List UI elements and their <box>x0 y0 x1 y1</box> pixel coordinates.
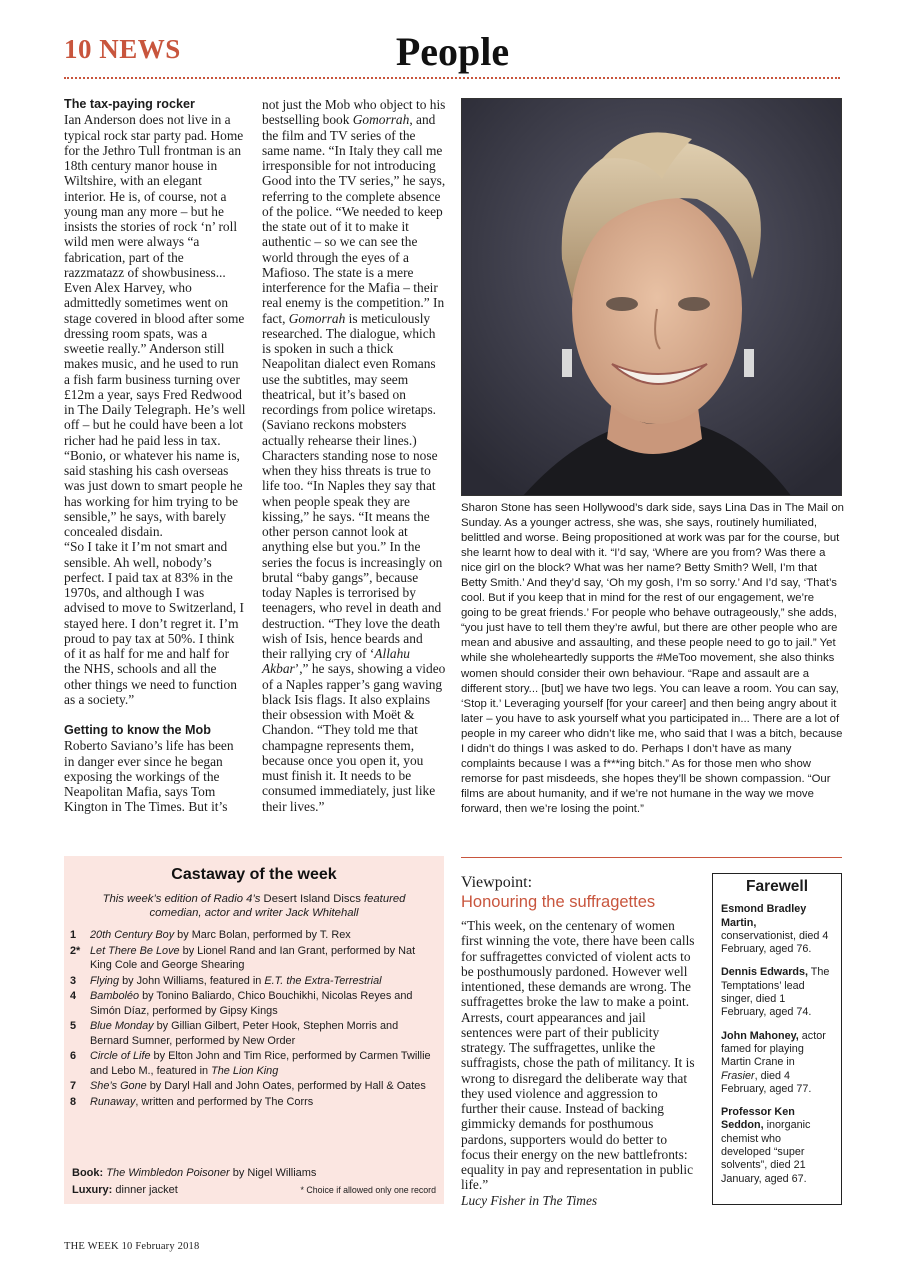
list-item: 1 20th Century Boy by Marc Bolan, performed by T. Rex <box>70 929 351 941</box>
castaway-luxury: Luxury: dinner jacket <box>72 1184 178 1196</box>
farewell-entry: Dennis Edwards, The Temptations’ lead singer, died 1 February, aged 74. <box>721 966 830 1019</box>
sharon-stone-photo <box>461 98 842 496</box>
list-item: 2* Let There Be Love by Lionel Rand and Ian Grant, performed by Nat King Cole and George Shearing <box>70 944 416 971</box>
list-item: 4 Bamboléo by Tonino Baliardo, Chico Bouchikhi, Nicolas Reyes and Simón Díaz, performed by Gipsy Kings <box>70 990 413 1017</box>
article-heading-mob: Getting to know the Mob <box>64 723 211 737</box>
castaway-title: Castaway of the week <box>171 866 337 883</box>
photo-caption: Sharon Stone has seen Hollywood’s dark side, says Lina Das in The Mail on Sunday. As a younger actress, she was, she says, routinely humiliated, belittled and worse. Being propositioned at work was par for the course, but she learnt how to deal with it. “I’d say, ‘Where are you from? Was there a nice girl on the block? What was her name? Betty Smith? Well, I’m that Betty Smith.’ And they’d say, ‘Oh my gosh, I’m so sorry.’ And I’d say, ‘That’s cool. But if you keep that in mind for the rest of our engagement, we’re going to be great friends.’ For people who behave outrageously,” she adds, “you just have to tell them they’re awful, but there are other people who are mean and abusive and assaulting, and these people need to go to jail.” Yet while she wholeheartedly supports the #MeToo movement, she also thinks women should consider their own behaviour. “Rape and assault are a different story... [but] we have two legs. You can leave a room. You can say, ‘Stop it.’ Leveraging yourself [for your career] and then being angry about it later – you have to ask yourself what you participated in... There are a lot of people in my career who didn’t like me, who said that I was a bitch, because I didn’t do things I was asked to do. Perhaps I don’t have as many complaints because I was a f***ing bitch.” As for those men who show remorse for past misdeeds, she hopes they’ll be shown compassion. “Our films are about humanity, and if we’re not humane in the way we move forward, then we’re losing the point.” <box>461 502 844 815</box>
column-left <box>64 97 246 815</box>
list-item: 7 She’s Gone by Daryl Hall and John Oates, performed by Hall & Oates <box>70 1080 426 1092</box>
section-label: 10 NEWS <box>64 34 181 64</box>
list-item: 5 Blue Monday by Gillian Gilbert, Peter Hook, Stephen Morris and Bernard Sumner, performed by New Order <box>70 1020 399 1047</box>
page-title: People <box>395 29 510 74</box>
castaway-box <box>64 856 444 1204</box>
article-rocker-p1: Ian Anderson does not live in a typical rock star party pad. Home for the Jethro Tull frontman is an 18th century manor house in Wiltshire, with an elegant interior. He is, of course, not a young man any more – but he insists the stories of rock ‘n’ roll wild men were always “a fabrication, part of the razzmatazz of showbusiness... Even Alex Harvey, who admittedly sometimes went on stage covered in blood after some dressing room spats, was a sweetie really.” Anderson still makes music, and he used to run a fish farm business turning over £12m a year, says Fred Redwood in The Daily Telegraph. He’s well off – but he could have been a lot richer had he paid less in tax. “Bonio, or whatever his name is, said stashing his cash overseas was just down to smart people he has working for him trying to be sensible,” he says, with barely concealed disdain. <box>64 112 246 539</box>
column-middle <box>262 97 446 814</box>
farewell-entry: Esmond Bradley Martin, conservationist, died 4 February, aged 76. <box>721 903 829 956</box>
viewpoint-body: “This week, on the centenary of women first winning the vote, there have been calls for suffragettes convicted of violent acts to be posthumously pardoned. However well intentioned, these demands are wrong. The suffragettes broke the law to make a point. Arrests, court appearances and jail sentences were part of their publicity strategy. The suffragettes, unlike the suffragists, chose the path of militancy. It is wrong to disregard the deliberate way that they used violence and aggression to further their cause. Instead of backing gimmicky demands for posthumous pardons, supporters would do better to focus their energy on the new battlefronts: equality in pay and representation in public life.” Lucy Fisher in The Times <box>461 918 695 1208</box>
viewpoint-title: Honouring the suffragettes <box>461 893 656 911</box>
header-rule <box>64 77 840 79</box>
list-item: 3 Flying by John Williams, featured in E.T. the Extra-Terrestrial <box>70 974 382 987</box>
farewell-entry: Professor Ken Seddon, inorganic chemist who developed “super solvents”, died 21 January, aged 67. <box>721 1106 811 1185</box>
article-mob-p1a: Roberto Saviano’s life has been in danger ever since he began exposing the workings of the Neapolitan Mafia, says Tom Kington in The Times. But it’s <box>64 738 234 815</box>
rallying-cry: Allahu Akbar <box>262 646 411 677</box>
farewell-box <box>712 873 842 1205</box>
castaway-intro: This week’s edition of Radio 4’s Desert Island Discs featured comedian, actor and writer Jack Whitehall <box>102 893 406 919</box>
viewpoint-kicker: Viewpoint: <box>461 874 533 891</box>
farewell-entry: John Mahoney, actor famed for playing Martin Crane in Frasier, died 4 February, aged 77. <box>721 1029 826 1095</box>
castaway-book: Book: The Wimbledon Poisoner by Nigel Williams <box>72 1167 317 1179</box>
page-footer: THE WEEK 10 February 2018 <box>64 1241 200 1252</box>
book-title: Gomorrah <box>352 112 410 128</box>
track-list <box>70 928 438 1110</box>
viewpoint-byline: Lucy Fisher in The Times <box>461 1192 598 1208</box>
article-heading-rocker: The tax-paying rocker <box>64 97 195 111</box>
farewell-title: Farewell <box>745 878 809 895</box>
list-item: 6 Circle of Life by Elton John and Tim Rice, performed by Carmen Twillie and Lebo M., featured in The Lion King <box>70 1050 431 1077</box>
castaway-note: * Choice if allowed only one record <box>300 1185 436 1195</box>
article-rocker-p2: “So I take it I’m not smart and sensible. Ah well, nobody’s perfect. I paid tax at 83% in the 1970s, and although I was advised to move to Switzerland, I stayed here. I don’t regret it. I’m proud to pay tax at 50%. I think of it as half for me and half for the NHS, schools and all the other things we need to function as a society.” <box>64 539 244 707</box>
caption-rule <box>461 857 842 858</box>
list-item: 8 Runaway, written and performed by The Corrs <box>70 1095 314 1108</box>
article-mob-p1b: not just the Mob who object to his bestselling book Gomorrah, and the film and TV series of the same name. “In Italy they call me irresponsible for not introducing Good into the TV series,” he says, referring to the complete absence of the police. “We needed to keep the state out of it to make it authentic – so we can see the world through the eyes of a Mafioso. The state is a mere interference for the Mafia – their real enemy is the competition.” In fact, Gomorrah is meticulously researched. The dialogue, which is spoken in such a thick Neapolitan dialect even Romans use the subtitles, may seem theatrical, but it’s based on recordings from police wiretaps. (Saviano reckons mobsters actually rehearse their lines.) Characters standing nose to nose when they hiss threats is true to life too. “In Naples they say that when people speak they are kissing,” he says. “It means the other person cannot look at anything else but you.” In the series the focus is increasingly on brutal “baby gangs”, because today Naples is terrorised by teenagers, who revel in death and destruction. “They love the death wish of Isis, hence beards and their rallying cry of ‘Allahu Akbar’,” he says, showing a video of a Naples rapper’s gang waving black Isis flags. It also explains their obsession with Moët & Chandon. “They told me that champagne represents them, because once you open it, you must finish it. It needs to be consumed immediately, just like their lives.” <box>262 97 446 814</box>
book-title-2: Gomorrah <box>288 310 346 326</box>
